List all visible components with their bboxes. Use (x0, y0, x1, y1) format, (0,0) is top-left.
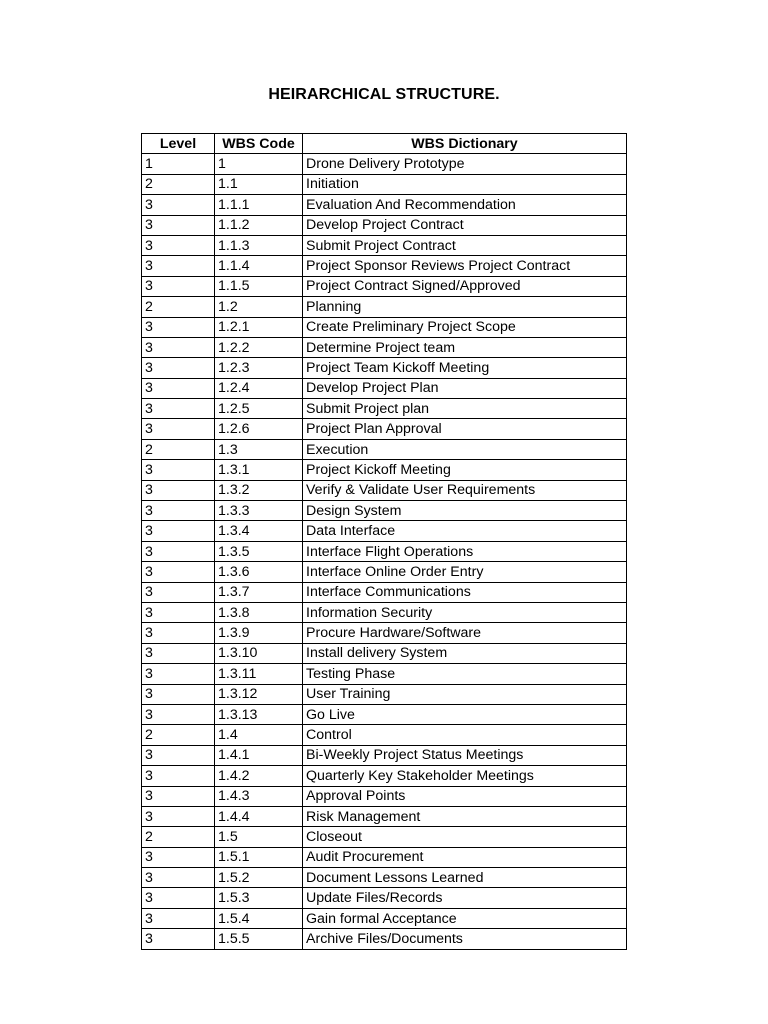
cell-wbs-code: 1.3.4 (215, 521, 303, 541)
cell-wbs-code: 1.2.6 (215, 419, 303, 439)
table-row (142, 460, 627, 480)
table-row (142, 174, 627, 194)
cell-wbs-code: 1.4 (215, 725, 303, 745)
table-row (142, 317, 627, 337)
cell-wbs-dictionary: Control (303, 725, 627, 745)
cell-level: 2 (142, 725, 215, 745)
table-row (142, 521, 627, 541)
cell-wbs-dictionary: Develop Project Contract (303, 215, 627, 235)
cell-level: 3 (142, 929, 215, 949)
table-row (142, 786, 627, 806)
cell-level: 3 (142, 337, 215, 357)
cell-wbs-code: 1.3.5 (215, 541, 303, 561)
table-row (142, 766, 627, 786)
cell-wbs-dictionary: Bi-Weekly Project Status Meetings (303, 745, 627, 765)
table-row (142, 215, 627, 235)
cell-level: 3 (142, 766, 215, 786)
table-row (142, 480, 627, 500)
cell-wbs-code: 1.5 (215, 827, 303, 847)
cell-level: 3 (142, 623, 215, 643)
cell-wbs-dictionary: Project Kickoff Meeting (303, 460, 627, 480)
cell-wbs-code: 1.2.5 (215, 399, 303, 419)
cell-level: 3 (142, 541, 215, 561)
cell-wbs-code: 1.1.2 (215, 215, 303, 235)
cell-level: 3 (142, 317, 215, 337)
cell-level: 3 (142, 399, 215, 419)
cell-wbs-dictionary: Project Contract Signed/Approved (303, 276, 627, 296)
table-row (142, 541, 627, 561)
table-row (142, 908, 627, 928)
cell-level: 3 (142, 704, 215, 724)
cell-wbs-code: 1.3.13 (215, 704, 303, 724)
table-row (142, 276, 627, 296)
cell-wbs-dictionary: Interface Flight Operations (303, 541, 627, 561)
cell-wbs-code: 1.5.3 (215, 888, 303, 908)
cell-wbs-code: 1.1.1 (215, 195, 303, 215)
table-row (142, 725, 627, 745)
cell-level: 3 (142, 684, 215, 704)
table-row (142, 704, 627, 724)
cell-wbs-dictionary: Planning (303, 297, 627, 317)
table-row (142, 562, 627, 582)
table-row (142, 602, 627, 622)
cell-wbs-code: 1.2.4 (215, 378, 303, 398)
table-row (142, 399, 627, 419)
cell-level: 3 (142, 480, 215, 500)
table-row (142, 868, 627, 888)
cell-level: 3 (142, 521, 215, 541)
cell-wbs-code: 1.4.3 (215, 786, 303, 806)
cell-wbs-code: 1.3.6 (215, 562, 303, 582)
cell-wbs-dictionary: Update Files/Records (303, 888, 627, 908)
cell-wbs-dictionary: Evaluation And Recommendation (303, 195, 627, 215)
cell-wbs-dictionary: Information Security (303, 602, 627, 622)
cell-level: 3 (142, 888, 215, 908)
cell-wbs-dictionary: Submit Project Contract (303, 235, 627, 255)
cell-level: 3 (142, 358, 215, 378)
table-row (142, 195, 627, 215)
table-row (142, 439, 627, 459)
cell-wbs-dictionary: Project Team Kickoff Meeting (303, 358, 627, 378)
cell-level: 2 (142, 827, 215, 847)
wbs-table (141, 133, 627, 950)
table-row (142, 235, 627, 255)
cell-wbs-dictionary: Design System (303, 501, 627, 521)
table-row (142, 929, 627, 949)
cell-wbs-code: 1.1.4 (215, 256, 303, 276)
cell-wbs-dictionary: Testing Phase (303, 664, 627, 684)
cell-level: 3 (142, 868, 215, 888)
cell-wbs-dictionary: Quarterly Key Stakeholder Meetings (303, 766, 627, 786)
cell-wbs-code: 1.2.2 (215, 337, 303, 357)
table-row (142, 888, 627, 908)
cell-wbs-dictionary: Execution (303, 439, 627, 459)
cell-wbs-dictionary: Gain formal Acceptance (303, 908, 627, 928)
cell-wbs-dictionary: Closeout (303, 827, 627, 847)
table-row (142, 501, 627, 521)
cell-wbs-code: 1.1.3 (215, 235, 303, 255)
cell-wbs-code: 1.5.4 (215, 908, 303, 928)
cell-wbs-code: 1.3.2 (215, 480, 303, 500)
cell-wbs-dictionary: Interface Communications (303, 582, 627, 602)
cell-wbs-dictionary: User Training (303, 684, 627, 704)
cell-level: 3 (142, 256, 215, 276)
table-row (142, 378, 627, 398)
cell-wbs-dictionary: Create Preliminary Project Scope (303, 317, 627, 337)
cell-level: 3 (142, 195, 215, 215)
header-wbs-dictionary: WBS Dictionary (303, 134, 627, 154)
cell-wbs-code: 1.5.5 (215, 929, 303, 949)
cell-level: 3 (142, 786, 215, 806)
table-row (142, 419, 627, 439)
table-row (142, 256, 627, 276)
cell-wbs-code: 1.3.11 (215, 664, 303, 684)
cell-wbs-code: 1.3.9 (215, 623, 303, 643)
cell-wbs-code: 1.2.3 (215, 358, 303, 378)
header-level: Level (142, 134, 215, 154)
cell-wbs-dictionary: Determine Project team (303, 337, 627, 357)
table-row (142, 806, 627, 826)
header-wbs-code: WBS Code (215, 134, 303, 154)
cell-wbs-code: 1.5.2 (215, 868, 303, 888)
cell-wbs-code: 1.2.1 (215, 317, 303, 337)
cell-level: 3 (142, 602, 215, 622)
cell-level: 3 (142, 276, 215, 296)
cell-wbs-code: 1.3.12 (215, 684, 303, 704)
cell-wbs-dictionary: Initiation (303, 174, 627, 194)
cell-wbs-dictionary: Interface Online Order Entry (303, 562, 627, 582)
cell-wbs-dictionary: Develop Project Plan (303, 378, 627, 398)
cell-wbs-dictionary: Audit Procurement (303, 847, 627, 867)
cell-wbs-dictionary: Drone Delivery Prototype (303, 154, 627, 174)
cell-level: 1 (142, 154, 215, 174)
cell-level: 3 (142, 582, 215, 602)
header-row (142, 134, 627, 154)
cell-wbs-dictionary: Project Plan Approval (303, 419, 627, 439)
cell-wbs-dictionary: Procure Hardware/Software (303, 623, 627, 643)
cell-wbs-dictionary: Approval Points (303, 786, 627, 806)
cell-level: 3 (142, 378, 215, 398)
cell-level: 3 (142, 847, 215, 867)
cell-level: 3 (142, 664, 215, 684)
cell-level: 2 (142, 297, 215, 317)
cell-wbs-dictionary: Verify & Validate User Requirements (303, 480, 627, 500)
cell-level: 3 (142, 460, 215, 480)
table-row (142, 847, 627, 867)
table-row (142, 664, 627, 684)
cell-level: 3 (142, 215, 215, 235)
cell-wbs-code: 1.5.1 (215, 847, 303, 867)
cell-level: 3 (142, 419, 215, 439)
table-body (142, 154, 627, 949)
cell-level: 2 (142, 439, 215, 459)
page-title: HEIRARCHICAL STRUCTURE. (268, 86, 500, 103)
cell-wbs-dictionary: Project Sponsor Reviews Project Contract (303, 256, 627, 276)
table-row (142, 337, 627, 357)
cell-wbs-code: 1.1.5 (215, 276, 303, 296)
table-row (142, 643, 627, 663)
table-row (142, 745, 627, 765)
cell-wbs-code: 1.3 (215, 439, 303, 459)
cell-level: 2 (142, 174, 215, 194)
cell-level: 3 (142, 806, 215, 826)
table-row (142, 684, 627, 704)
cell-wbs-code: 1.2 (215, 297, 303, 317)
cell-level: 3 (142, 501, 215, 521)
cell-level: 3 (142, 562, 215, 582)
cell-wbs-code: 1.4.1 (215, 745, 303, 765)
table-header (142, 134, 627, 154)
table-row (142, 358, 627, 378)
cell-wbs-code: 1.3.3 (215, 501, 303, 521)
cell-wbs-dictionary: Install delivery System (303, 643, 627, 663)
table-row (142, 582, 627, 602)
table-row (142, 623, 627, 643)
cell-wbs-code: 1.3.7 (215, 582, 303, 602)
cell-wbs-dictionary: Go Live (303, 704, 627, 724)
cell-wbs-code: 1.1 (215, 174, 303, 194)
table-row (142, 154, 627, 174)
cell-wbs-code: 1.4.2 (215, 766, 303, 786)
cell-wbs-code: 1.3.1 (215, 460, 303, 480)
cell-wbs-code: 1 (215, 154, 303, 174)
cell-wbs-code: 1.3.8 (215, 602, 303, 622)
cell-level: 3 (142, 745, 215, 765)
table-row (142, 297, 627, 317)
cell-wbs-dictionary: Data Interface (303, 521, 627, 541)
cell-wbs-dictionary: Submit Project plan (303, 399, 627, 419)
cell-level: 3 (142, 643, 215, 663)
cell-wbs-code: 1.4.4 (215, 806, 303, 826)
cell-level: 3 (142, 908, 215, 928)
cell-wbs-dictionary: Archive Files/Documents (303, 929, 627, 949)
table-row (142, 827, 627, 847)
cell-level: 3 (142, 235, 215, 255)
cell-wbs-dictionary: Document Lessons Learned (303, 868, 627, 888)
cell-wbs-code: 1.3.10 (215, 643, 303, 663)
cell-wbs-dictionary: Risk Management (303, 806, 627, 826)
